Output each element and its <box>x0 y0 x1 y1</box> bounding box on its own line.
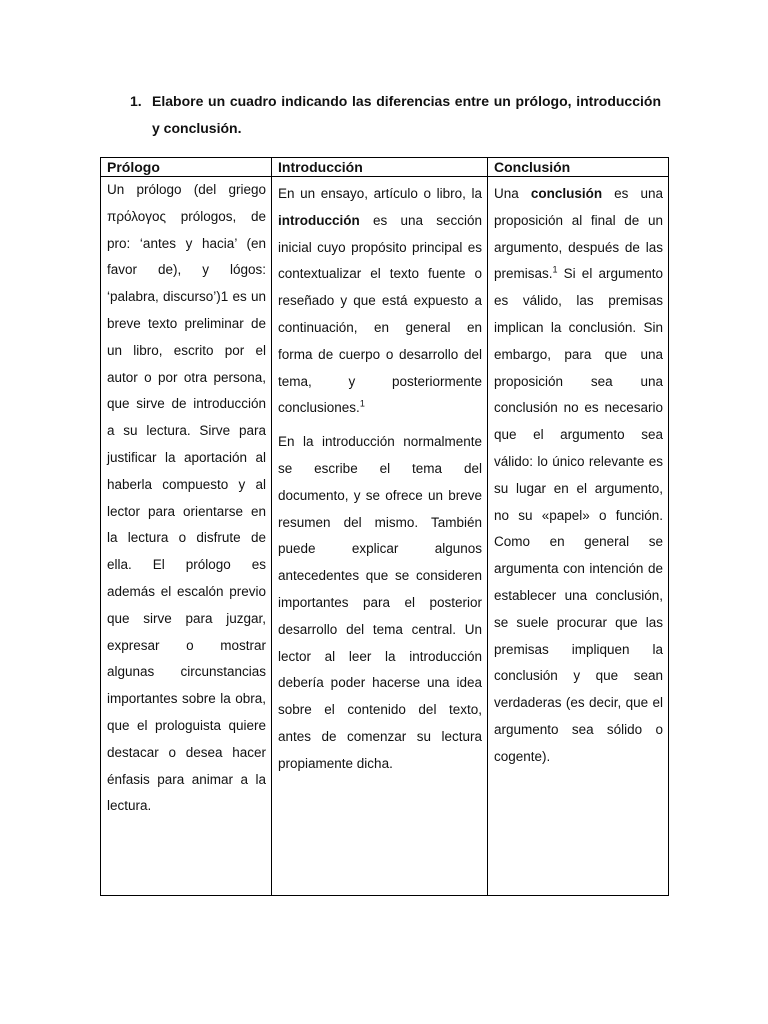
header-conclusion: Conclusión <box>488 158 669 177</box>
question-text: Elabore un cuadro indicando las diferencias entre un prólogo, introducción y conclusión. <box>152 93 661 136</box>
cell-prologo <box>101 177 272 896</box>
header-introduccion: Introducción <box>272 158 488 177</box>
question-heading <box>130 88 661 142</box>
prologo-text: Un prólogo (del griego πρόλογος prólogos, de pro: ‘antes y hacia’ (en favor de), y lógos: ‘palabra, discurso’)1 es un breve texto preliminar de un libro, escrito por el autor o por otra persona, que sirve de introducción a su lectura. Sirve para justificar la aportación al haberla compuesto y al lector para orientarse en la lectura o disfrute de ella. El prólogo es además el escalón previo que sirve para juzgar, expresar o mostrar algunas circunstancias importantes sobre la obra, que el prologuista quiere destacar o desea hacer énfasis para animar a la lectura. <box>107 182 266 814</box>
introduccion-paragraph-2: En la introducción normalmente se escribe el tema del documento, y se ofrece un breve resumen del mismo. También puede explicar algunos antecedentes que se consideren importantes para el posterior desarrollo del tema central. Un lector al leer la introducción debería poder hacerse una idea sobre el contenido del texto, antes de comenzar su lectura propiamente dicha. <box>278 434 482 771</box>
cell-introduccion <box>272 177 488 896</box>
intro-p1-post: es una sección inicial cuyo propósito principal es contextualizar el texto fuente o reseñado y que está expuesto a continuación, en general en forma de cuerpo o desarrollo del tema, y posteriormente conclusiones. <box>278 212 482 416</box>
concl-pre: Una <box>494 186 531 201</box>
question-number: 1. <box>130 93 142 109</box>
comparison-table <box>100 157 669 896</box>
concl-footnote-ref: 1 <box>552 264 558 275</box>
table-header-row <box>101 158 669 177</box>
conclusion-text <box>494 181 663 771</box>
concl-post: Si el argumento es válido, las premisas implican la conclusión. Sin embargo, para que una proposición sea una conclusión no es necesario que el argumento sea válido: lo único relevante es su lugar en el argumento, no su «papel» o función. Como en general se argumenta con intención de establecer una conclusión, se suele procurar que las premisas impliquen la conclusión y que sean verdaderas (es decir, que el argumento sea sólido o cogente). <box>494 266 663 764</box>
intro-p1-pre: En un ensayo, artículo o libro, la <box>278 186 482 201</box>
header-prologo: Prólogo <box>101 158 272 177</box>
concl-bold: conclusión <box>530 186 603 201</box>
cell-conclusion <box>488 177 669 896</box>
concl-mid: es una proposición al final de un argumento, después de las premisas. <box>494 186 663 282</box>
table-row <box>101 177 669 896</box>
intro-footnote-ref: 1 <box>359 398 365 409</box>
introduccion-paragraph-1 <box>278 181 482 422</box>
intro-p1-bold: introducción <box>278 212 360 228</box>
